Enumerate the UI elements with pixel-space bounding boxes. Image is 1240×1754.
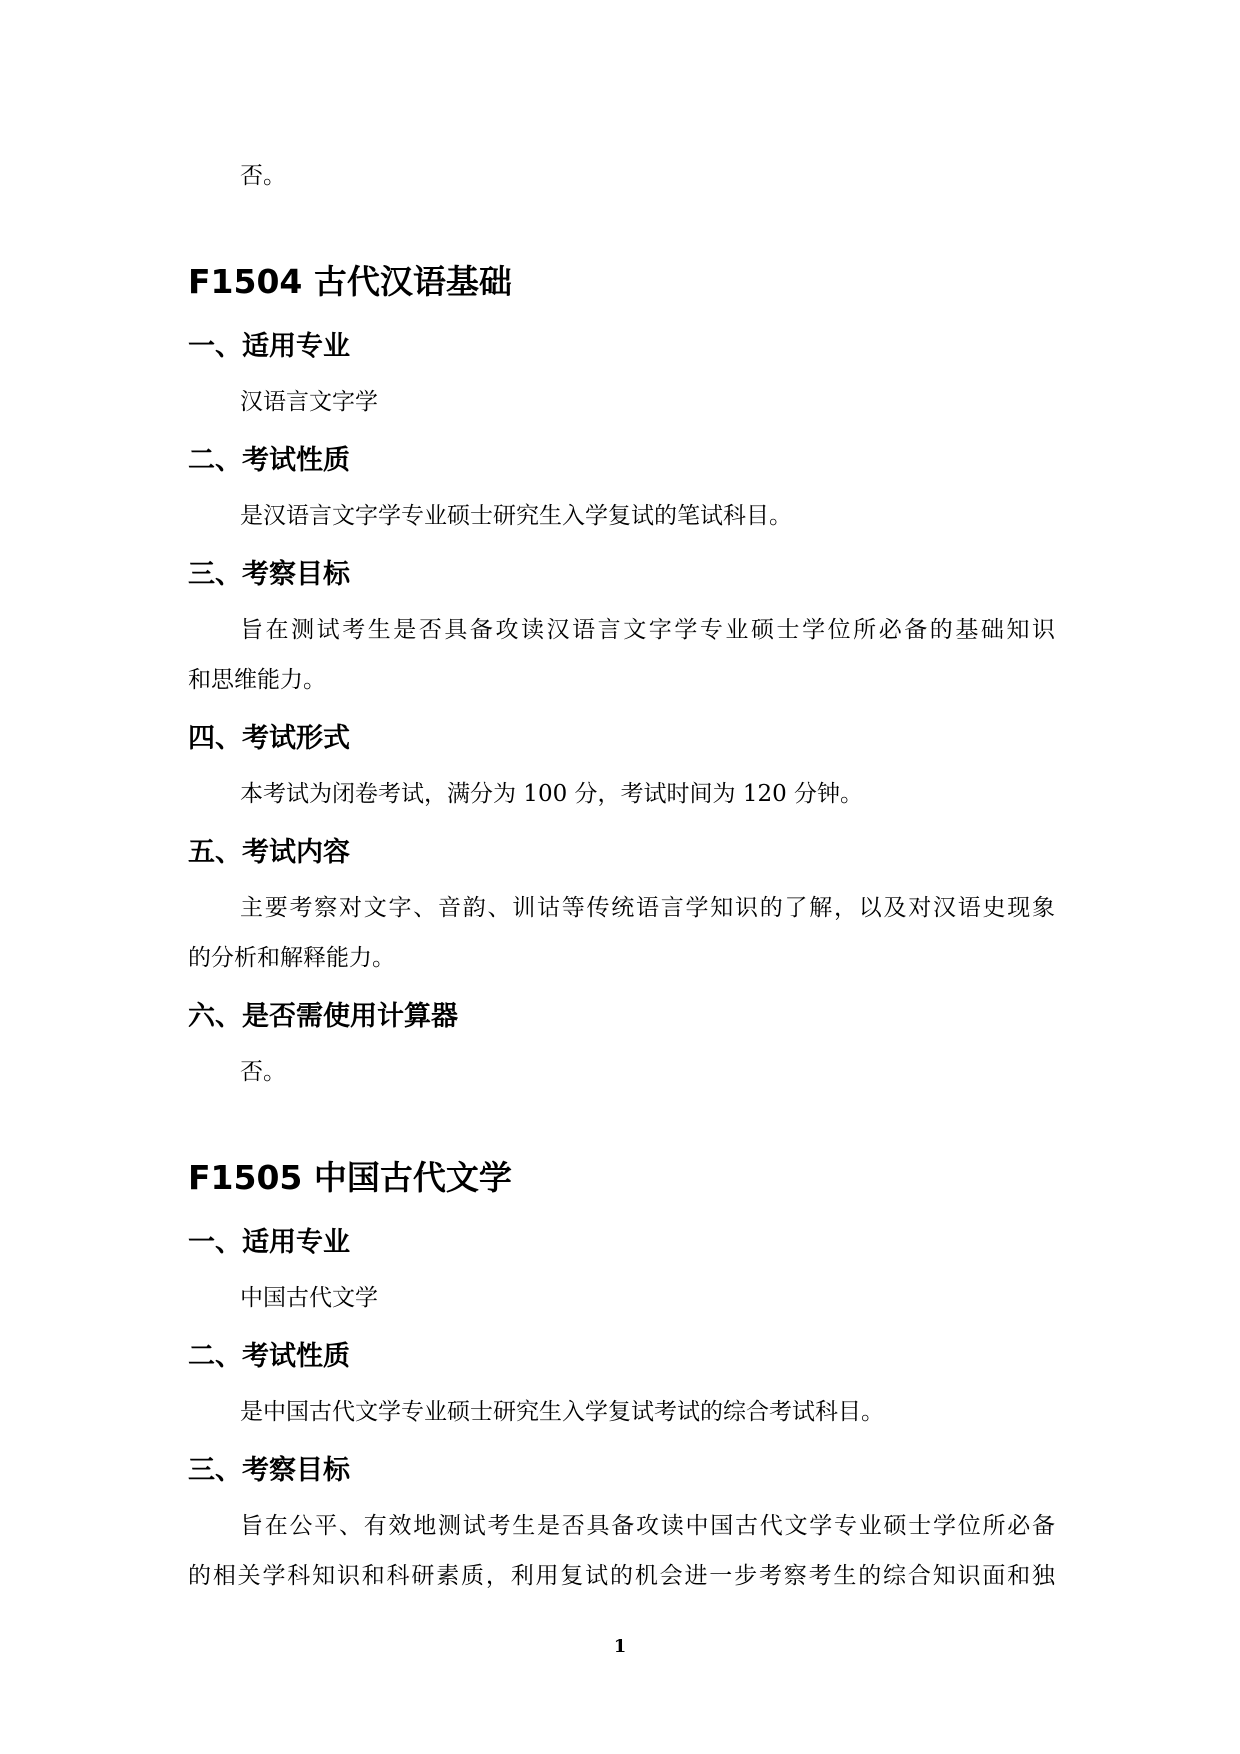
subsection-heading: 一、适用专业 [188, 331, 350, 362]
body-text: 旨在测试考生是否具备攻读汉语言文字学专业硕士学位所必备的基础知识 [240, 617, 1055, 643]
section-title: F1505 中国古代文学 [188, 1158, 512, 1197]
subsection-heading: 三、考察目标 [188, 1455, 350, 1486]
body-text: 旨在公平、有效地测试考生是否具备攻读中国古代文学专业硕士学位所必备 [240, 1513, 1055, 1539]
body-text: 和思维能力。 [188, 667, 326, 693]
page-number: 1 [613, 1636, 627, 1657]
body-text: 是中国古代文学专业硕士研究生入学复试考试的综合考试科目。 [240, 1399, 884, 1425]
body-text: 本考试为闭卷考试，满分为 100 分，考试时间为 120 分钟。 [240, 781, 864, 807]
subsection-heading: 二、考试性质 [188, 445, 350, 476]
body-text: 是汉语言文字学专业硕士研究生入学复试的笔试科目。 [240, 503, 792, 529]
body-text: 否。 [240, 1059, 286, 1085]
body-text: 否。 [240, 163, 286, 189]
subsection-heading: 四、考试形式 [188, 723, 350, 754]
body-text: 主要考察对文字、音韵、训诂等传统语言学知识的了解，以及对汉语史现象 [240, 895, 1055, 921]
body-text: 的分析和解释能力。 [188, 945, 395, 971]
subsection-heading: 一、适用专业 [188, 1227, 350, 1258]
subsection-heading: 二、考试性质 [188, 1341, 350, 1372]
body-text: 汉语言文字学 [240, 389, 378, 415]
body-text: 的相关学科知识和科研素质，利用复试的机会进一步考察考生的综合知识面和独 [188, 1563, 1055, 1589]
subsection-heading: 三、考察目标 [188, 559, 350, 590]
subsection-heading: 六、是否需使用计算器 [188, 1001, 458, 1032]
subsection-heading: 五、考试内容 [188, 837, 350, 868]
section-title: F1504 古代汉语基础 [188, 262, 512, 301]
body-text: 中国古代文学 [240, 1285, 378, 1311]
